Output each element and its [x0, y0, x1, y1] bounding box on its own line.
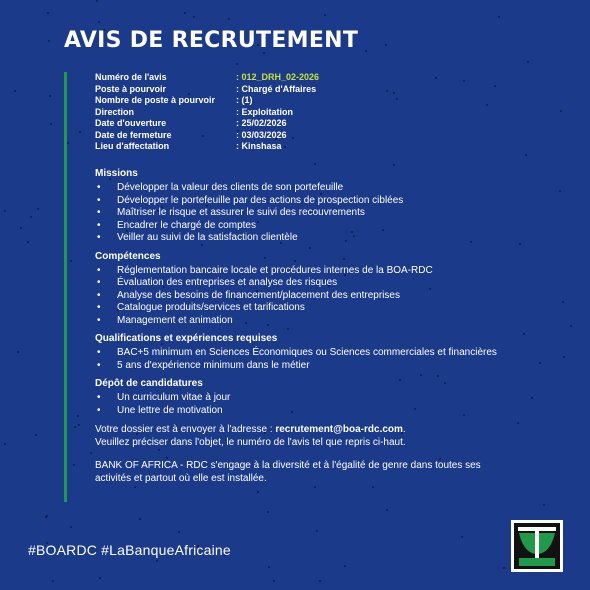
contact-prefix: Votre dossier est à envoyer à l'adresse : [95, 424, 276, 435]
background-speck [314, 163, 316, 165]
background-speck [139, 518, 141, 520]
background-speck [47, 12, 49, 14]
background-speck [463, 80, 465, 82]
page-title: AVIS DE RECRUTEMENT [64, 28, 359, 53]
background-speck [4, 210, 6, 212]
info-value: : 012_DRH_02-2026 [236, 72, 320, 82]
background-speck [560, 110, 562, 112]
background-speck [30, 216, 32, 218]
background-speck [73, 464, 75, 466]
background-speck [35, 434, 37, 436]
background-speck [385, 44, 387, 46]
background-speck [543, 504, 545, 506]
background-speck [324, 14, 326, 16]
info-row [95, 95, 319, 107]
background-speck [386, 90, 388, 92]
background-speck [78, 424, 80, 426]
background-speck [503, 567, 505, 569]
info-value: : 25/02/2026 [236, 118, 287, 128]
list-item: • 5 ans d'expérience minimum dans le métier [95, 360, 515, 373]
background-speck [27, 241, 29, 243]
background-speck [14, 90, 16, 92]
background-speck [494, 85, 496, 87]
list-item: • Analyse des besoins de financement/placement des entreprises [95, 290, 515, 303]
background-speck [17, 351, 19, 353]
job-details [95, 168, 515, 495]
background-speck [486, 104, 488, 106]
list-item: • BAC+5 minimum en Sciences Économiques ou Sciences commerciales et financières [95, 347, 515, 360]
list-item: • Catalogue produits/services et tarifications [95, 302, 515, 315]
list-item: • Management et animation [95, 315, 515, 328]
background-speck [273, 580, 275, 582]
missions-list [95, 182, 515, 245]
background-speck [74, 426, 76, 428]
background-speck [37, 208, 39, 210]
depot-list [95, 392, 515, 417]
background-speck [539, 362, 541, 364]
list-item: • Évaluation des entreprises et analyse des risques [95, 277, 515, 290]
background-speck [559, 190, 561, 192]
list-item: • Encadrer le chargé de comptes [95, 220, 515, 233]
background-speck [236, 63, 238, 65]
background-speck [50, 123, 52, 125]
info-label: Nombre de poste à pourvoir [95, 95, 216, 105]
background-speck [96, 0, 98, 2]
list-item: • Une lettre de motivation [95, 405, 515, 418]
info-label: Date d'ouverture [95, 118, 167, 128]
background-speck [519, 243, 521, 245]
background-speck [193, 16, 195, 18]
info-value: : (1) [236, 95, 253, 105]
background-speck [52, 580, 54, 582]
background-speck [531, 397, 533, 399]
info-label: Lieu d'affectation [95, 141, 170, 151]
background-speck [49, 95, 51, 97]
contact-paragraph [95, 423, 515, 449]
list-item: • Veiller au suivi de la satisfaction clientèle [95, 232, 515, 245]
info-value: : Chargé d'Affaires [236, 83, 317, 94]
section-title-qualifications: Qualifications et expériences requises [95, 333, 278, 344]
info-row [95, 130, 319, 142]
info-value: : 03/03/2026 [236, 129, 287, 140]
background-speck [20, 227, 22, 229]
background-speck [267, 511, 269, 513]
background-speck [90, 452, 92, 454]
background-speck [527, 61, 529, 63]
background-speck [435, 77, 437, 79]
contact-suffix: . [402, 424, 406, 435]
background-speck [77, 415, 79, 417]
list-item: • Développer la valeur des clients de son portefeuille [95, 182, 515, 195]
background-speck [562, 301, 564, 303]
info-label: Numéro de l'avis [95, 72, 167, 82]
background-speck [517, 422, 519, 424]
qualifications-list [95, 347, 515, 372]
bank-of-africa-logo-icon [511, 520, 563, 572]
background-speck [79, 131, 81, 133]
background-speck [386, 509, 388, 511]
background-speck [393, 92, 395, 94]
background-speck [523, 333, 525, 335]
info-row [95, 118, 319, 130]
hashtags: #BOARDC #LaBanqueAfricaine [28, 542, 231, 558]
background-speck [525, 154, 527, 156]
section-title-competences: Compétences [95, 250, 161, 262]
background-speck [498, 16, 500, 18]
contact-email[interactable]: recrutement@boa-rdc.com [275, 424, 403, 435]
background-speck [70, 260, 72, 262]
list-item: • Développer le portefeuille par des actions de prospection ciblées [95, 195, 515, 208]
background-speck [344, 565, 346, 567]
info-row [95, 141, 319, 153]
info-row [95, 72, 319, 84]
list-item: • Un curriculum vitae à jour [95, 392, 515, 405]
contact-instructions: Veuillez préciser dans l'objet, le numéro de l'avis tel que repris ci-haut. [95, 437, 406, 448]
background-speck [461, 536, 463, 538]
background-speck [563, 356, 565, 358]
background-speck [228, 18, 230, 20]
background-speck [99, 577, 101, 579]
info-label: Date de fermeture [95, 129, 172, 140]
background-speck [48, 40, 50, 42]
background-speck [268, 566, 270, 568]
background-speck [45, 516, 47, 518]
background-speck [316, 530, 318, 532]
background-speck [396, 98, 398, 100]
list-item: • Maîtriser le risque et assurer le suivi des recouvrements [95, 207, 515, 220]
diversity-statement: BANK OF AFRICA - RDC s'engage à la diversité et à l'égalité de genre dans toutes ses activités et partout où elle est installée. [95, 460, 481, 484]
background-speck [178, 531, 180, 533]
info-row [95, 107, 319, 119]
background-speck [70, 526, 72, 528]
background-speck [184, 12, 186, 14]
accent-bar [64, 72, 67, 502]
background-speck [67, 142, 69, 144]
background-speck [4, 443, 6, 445]
info-label: Direction [95, 106, 135, 117]
competences-list [95, 265, 515, 328]
background-speck [98, 21, 100, 23]
info-row [95, 84, 319, 96]
job-info-table [95, 72, 319, 153]
background-speck [156, 560, 158, 562]
section-title-depot: Dépôt de candidatures [95, 378, 203, 389]
list-item: • Réglementation bancaire locale et procédures internes de la BOA-RDC [95, 265, 515, 278]
section-title-missions: Missions [95, 168, 138, 179]
info-label: Poste à pourvoir [95, 83, 167, 94]
background-speck [319, 580, 321, 582]
info-value: : Kinshasa [236, 141, 282, 151]
info-value: : Exploitation [236, 106, 293, 117]
background-speck [393, 164, 395, 166]
background-speck [570, 325, 572, 327]
background-speck [365, 50, 367, 52]
